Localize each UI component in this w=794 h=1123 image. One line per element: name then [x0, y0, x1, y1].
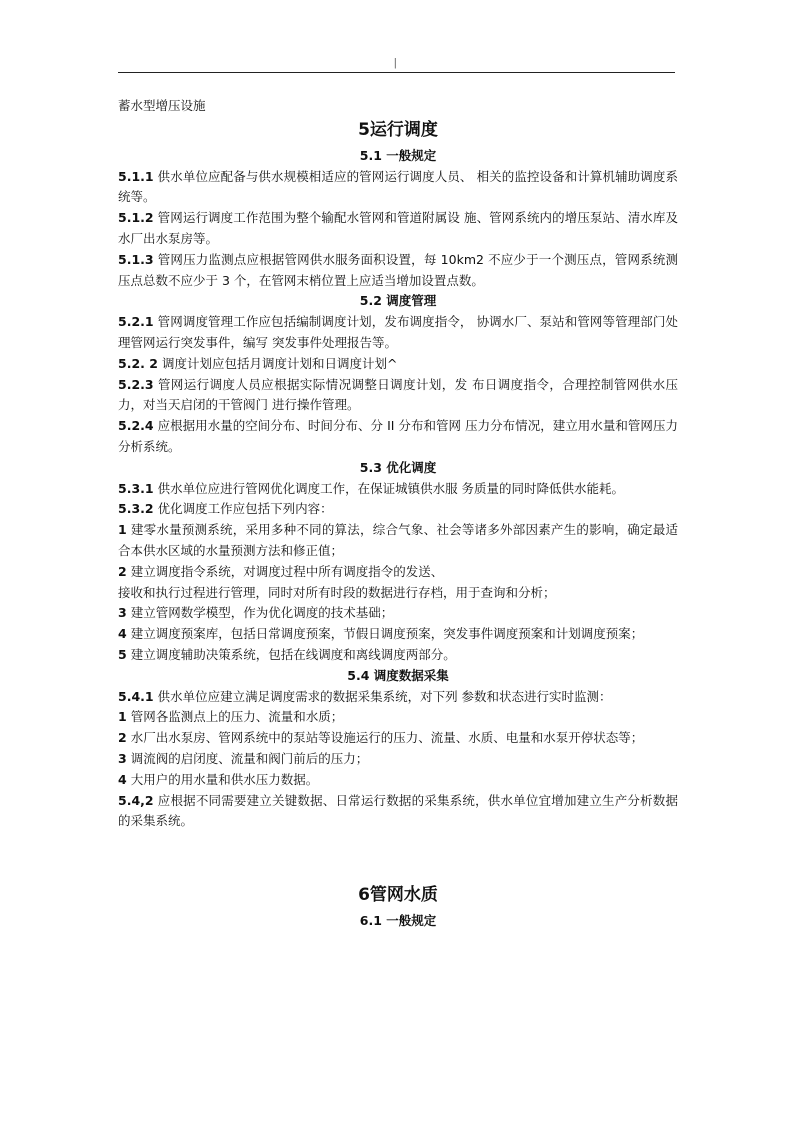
list-item	[118, 770, 678, 791]
item-number: 1	[118, 522, 127, 538]
item-number: 1	[118, 709, 127, 725]
clause-5-1-3	[118, 250, 678, 292]
clause-number: 5.4,2	[118, 792, 154, 808]
clause-5-2-3	[118, 375, 678, 417]
clause-text: 供水单位应建立满足调度需求的数据采集系统，对下列 参数和状态进行实时监测：	[157, 688, 612, 704]
clause-number: 5.3.2	[118, 501, 154, 517]
item-number: 3	[118, 750, 127, 766]
list-item	[118, 624, 678, 645]
chapter-5-title: 5运行调度	[358, 119, 438, 140]
item-text: 建立管网数学模型，作为优化调度的技术基础；	[130, 605, 394, 621]
chapter-spacer	[118, 832, 678, 882]
clause-number: 5.4.1	[118, 688, 154, 704]
clause-number: 5.1.2	[118, 210, 154, 226]
clause-text: 优化调度工作应包括下列内容：	[157, 501, 333, 517]
clause-5-2-1	[118, 312, 678, 354]
clause-text: 应根据不同需要建立关键数据、日常运行数据的采集系统，供水单位宜增加建立生产分析数据的采集系统。	[118, 792, 678, 829]
section-6-1-title: 6.1 一般规定	[359, 913, 437, 929]
clause-5-4-2	[118, 791, 678, 833]
clause-text: 调度计划应包括月调度计划和日调度计划^	[161, 355, 398, 371]
section-5-2-title: 5.2 调度管理	[359, 293, 437, 309]
lead-text: 蓄水型增压设施	[118, 98, 206, 113]
clause-5-3-1	[118, 479, 678, 500]
item-text: 建立调度指令系统，对调度过程中所有调度指令的发送、	[130, 563, 444, 579]
section-5-1-title: 5.1 一般规定	[359, 147, 437, 163]
clause-number: 5.2. 2	[118, 355, 158, 371]
list-item	[118, 603, 678, 624]
clause-5-2-4	[118, 416, 678, 458]
item-text: 水厂出水泵房、管网系统中的泵站等设施运行的压力、流量、水质、电量和水泵开停状态等；	[130, 730, 644, 746]
list-item-continuation: 接收和执行过程进行管理，同时对所有时段的数据进行存档，用于查询和分析；	[118, 584, 556, 600]
clause-text: 管网调度管理工作应包括编制调度计划，发布调度指令， 协调水厂、泵站和管网等管理部门处理管网运行突发事件，编写 突发事件处理报告等。	[118, 314, 678, 350]
clause-5-3-2	[118, 499, 678, 520]
header-mark: |	[394, 55, 397, 69]
chapter-6-title: 6管网水质	[358, 885, 438, 906]
clause-number: 5.2.3	[118, 376, 154, 392]
item-text: 管网各监测点上的压力、流量和水质；	[130, 709, 344, 725]
list-item	[118, 749, 678, 770]
list-item	[118, 645, 678, 666]
clause-text: 管网压力监测点应根据管网供水服务面积设置，每 10km2 不应少于一个测压点，管网系统测压点总数不应少于 3 个，在管网末梢位置上应适当增加设置点数。	[118, 251, 678, 288]
item-text: 建零水量预测系统，采用多种不同的算法，综合气象、社会等诸多外部因素产生的影响，确定最适合本供水区域的水量预测方法和修正值；	[118, 522, 678, 558]
clause-text: 应根据用水量的空间分布、时间分布、分 II 分布和管网 压力分布情况，建立用水量和管网压力分析系统。	[118, 418, 678, 454]
clause-number: 5.2.1	[118, 314, 154, 330]
clause-number: 5.1.3	[118, 251, 154, 267]
item-number: 4	[118, 771, 127, 787]
section-5-4-title: 5.4 调度数据采集	[347, 667, 449, 683]
clause-text: 供水单位应配备与供水规模相适应的管网运行调度人员、 相关的监控设备和计算机辅助调度系统等。	[118, 168, 678, 205]
item-number: 2	[118, 730, 127, 746]
header-rule	[118, 72, 675, 73]
item-number: 3	[118, 605, 127, 621]
clause-number: 5.3.1	[118, 480, 154, 496]
item-number: 2	[118, 563, 127, 579]
list-item	[118, 520, 678, 562]
list-item	[118, 562, 678, 583]
item-text: 建立调度预案库，包括日常调度预案，节假日调度预案，突发事件调度预案和计划调度预案；	[130, 626, 644, 642]
section-5-3-title: 5.3 优化调度	[359, 459, 437, 475]
item-text: 大用户的用水量和供水压力数据。	[130, 771, 319, 787]
clause-number: 5.1.1	[118, 168, 154, 184]
list-item	[118, 728, 678, 749]
clause-text: 管网运行调度工作范围为整个输配水管网和管道附属设 施、管网系统内的增压泵站、清水库及水厂出水泵房等。	[118, 210, 678, 246]
clause-number: 5.2.4	[118, 418, 154, 434]
clause-5-1-1	[118, 167, 678, 209]
clause-text: 管网运行调度人员应根据实际情况调整日调度计划，发 布日调度指令，合理控制管网供水压力，对当天启闭的干管阀门 进行操作管理。	[118, 376, 678, 413]
document-body	[118, 96, 678, 932]
item-number: 4	[118, 626, 127, 642]
item-text: 调流阀的启闭度、流量和阀门前后的压力；	[130, 750, 369, 766]
item-text: 建立调度辅助决策系统，包括在线调度和离线调度两部分。	[130, 646, 456, 662]
list-item	[118, 707, 678, 728]
clause-5-2-2	[118, 354, 678, 375]
clause-text: 供水单位应进行管网优化调度工作，在保证城镇供水服 务质量的同时降低供水能耗。	[157, 480, 625, 496]
item-number: 5	[118, 646, 127, 662]
clause-5-1-2	[118, 208, 678, 250]
clause-5-4-1	[118, 687, 678, 708]
